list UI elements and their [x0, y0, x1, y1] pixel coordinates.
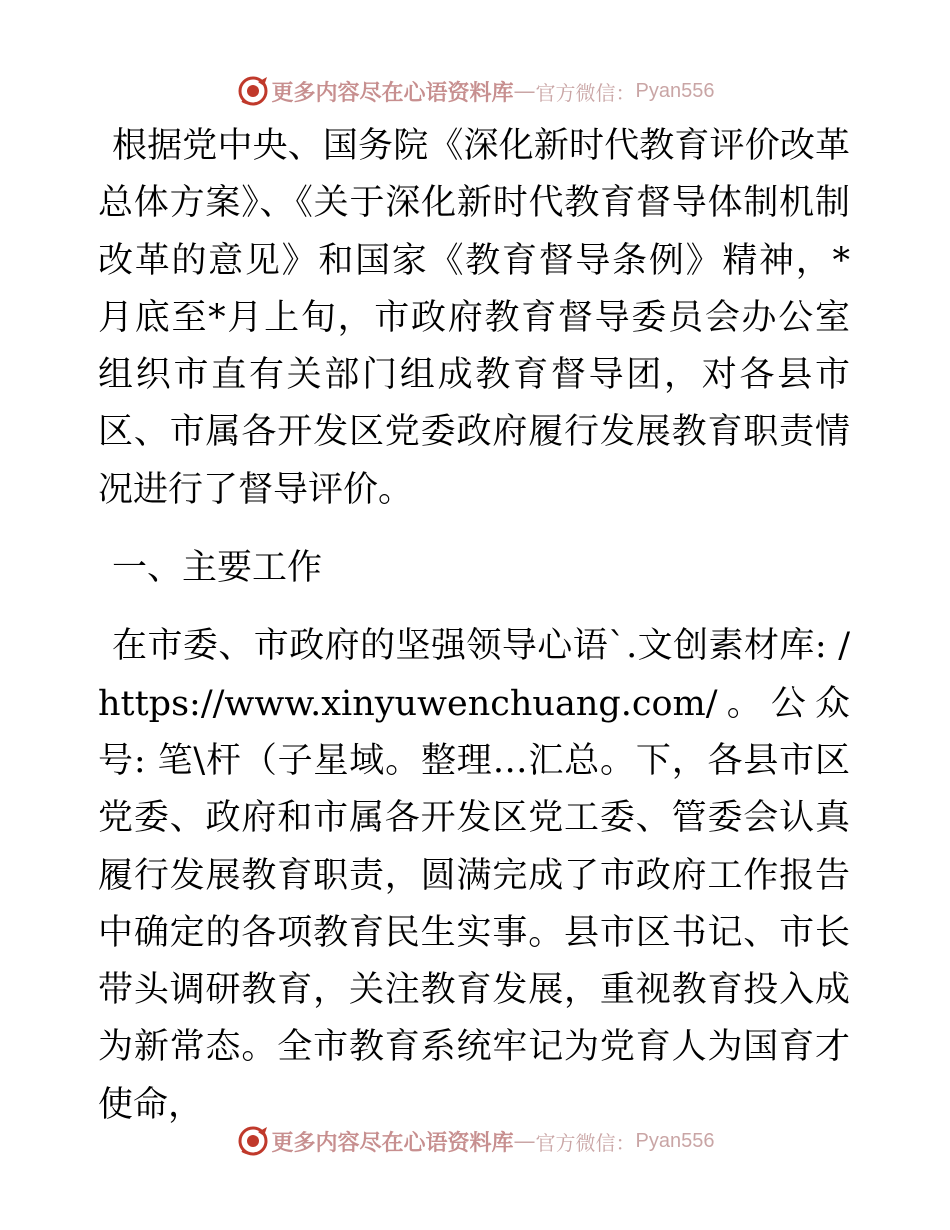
paragraph-intro: 根据党中央、国务院《深化新时代教育评价改革总体方案》、《关于深化新时代教育督导体制机制改革的意见》和国家《教育督导条例》精神，*月底至*月上旬，市政府教育督导委员会办公室组织市直有关部门组成教育督导团，对各县市区、市属各开发区党委政府履行发展教育职责情况进行了督导评价。: [98, 126, 850, 510]
section-heading: 一、主要工作: [112, 548, 323, 589]
banner-wechat-id: Pyan556: [635, 1129, 715, 1152]
logo-icon: [236, 1124, 270, 1158]
banner-separator: —: [513, 78, 536, 104]
header-watermark: [0, 71, 950, 111]
banner-wechat-id: Pyan556: [635, 79, 715, 102]
footer-watermark: [0, 1121, 950, 1161]
logo-icon: [236, 74, 270, 108]
paragraph-main-work: 在市委、市政府的坚强领导心语ˋ.文创素材库: /https://www.xinyuwenchuang.com/。公众号: 笔\杆（子星域。整理…汇总。下，各县市区党委、政府和市属各开发区党工委、管委会认真履行发展教育职责，圆满完成了市政府工作报告中确定的各项教育民生实事。县市区书记、市长带头调研教育，关注教育发展，重视教育投入成为新常态。全市教育系统牢记为党育人为国育才使命，: [98, 626, 850, 1125]
banner-brand: 更多内容尽在心语资料库: [271, 1129, 514, 1156]
banner-separator: —: [513, 1128, 536, 1154]
banner-brand: 更多内容尽在心语资料库: [271, 79, 514, 106]
document-body: [98, 118, 850, 1134]
banner-contact-label: 官方微信：: [535, 1130, 636, 1155]
banner-contact-label: 官方微信：: [535, 80, 636, 105]
